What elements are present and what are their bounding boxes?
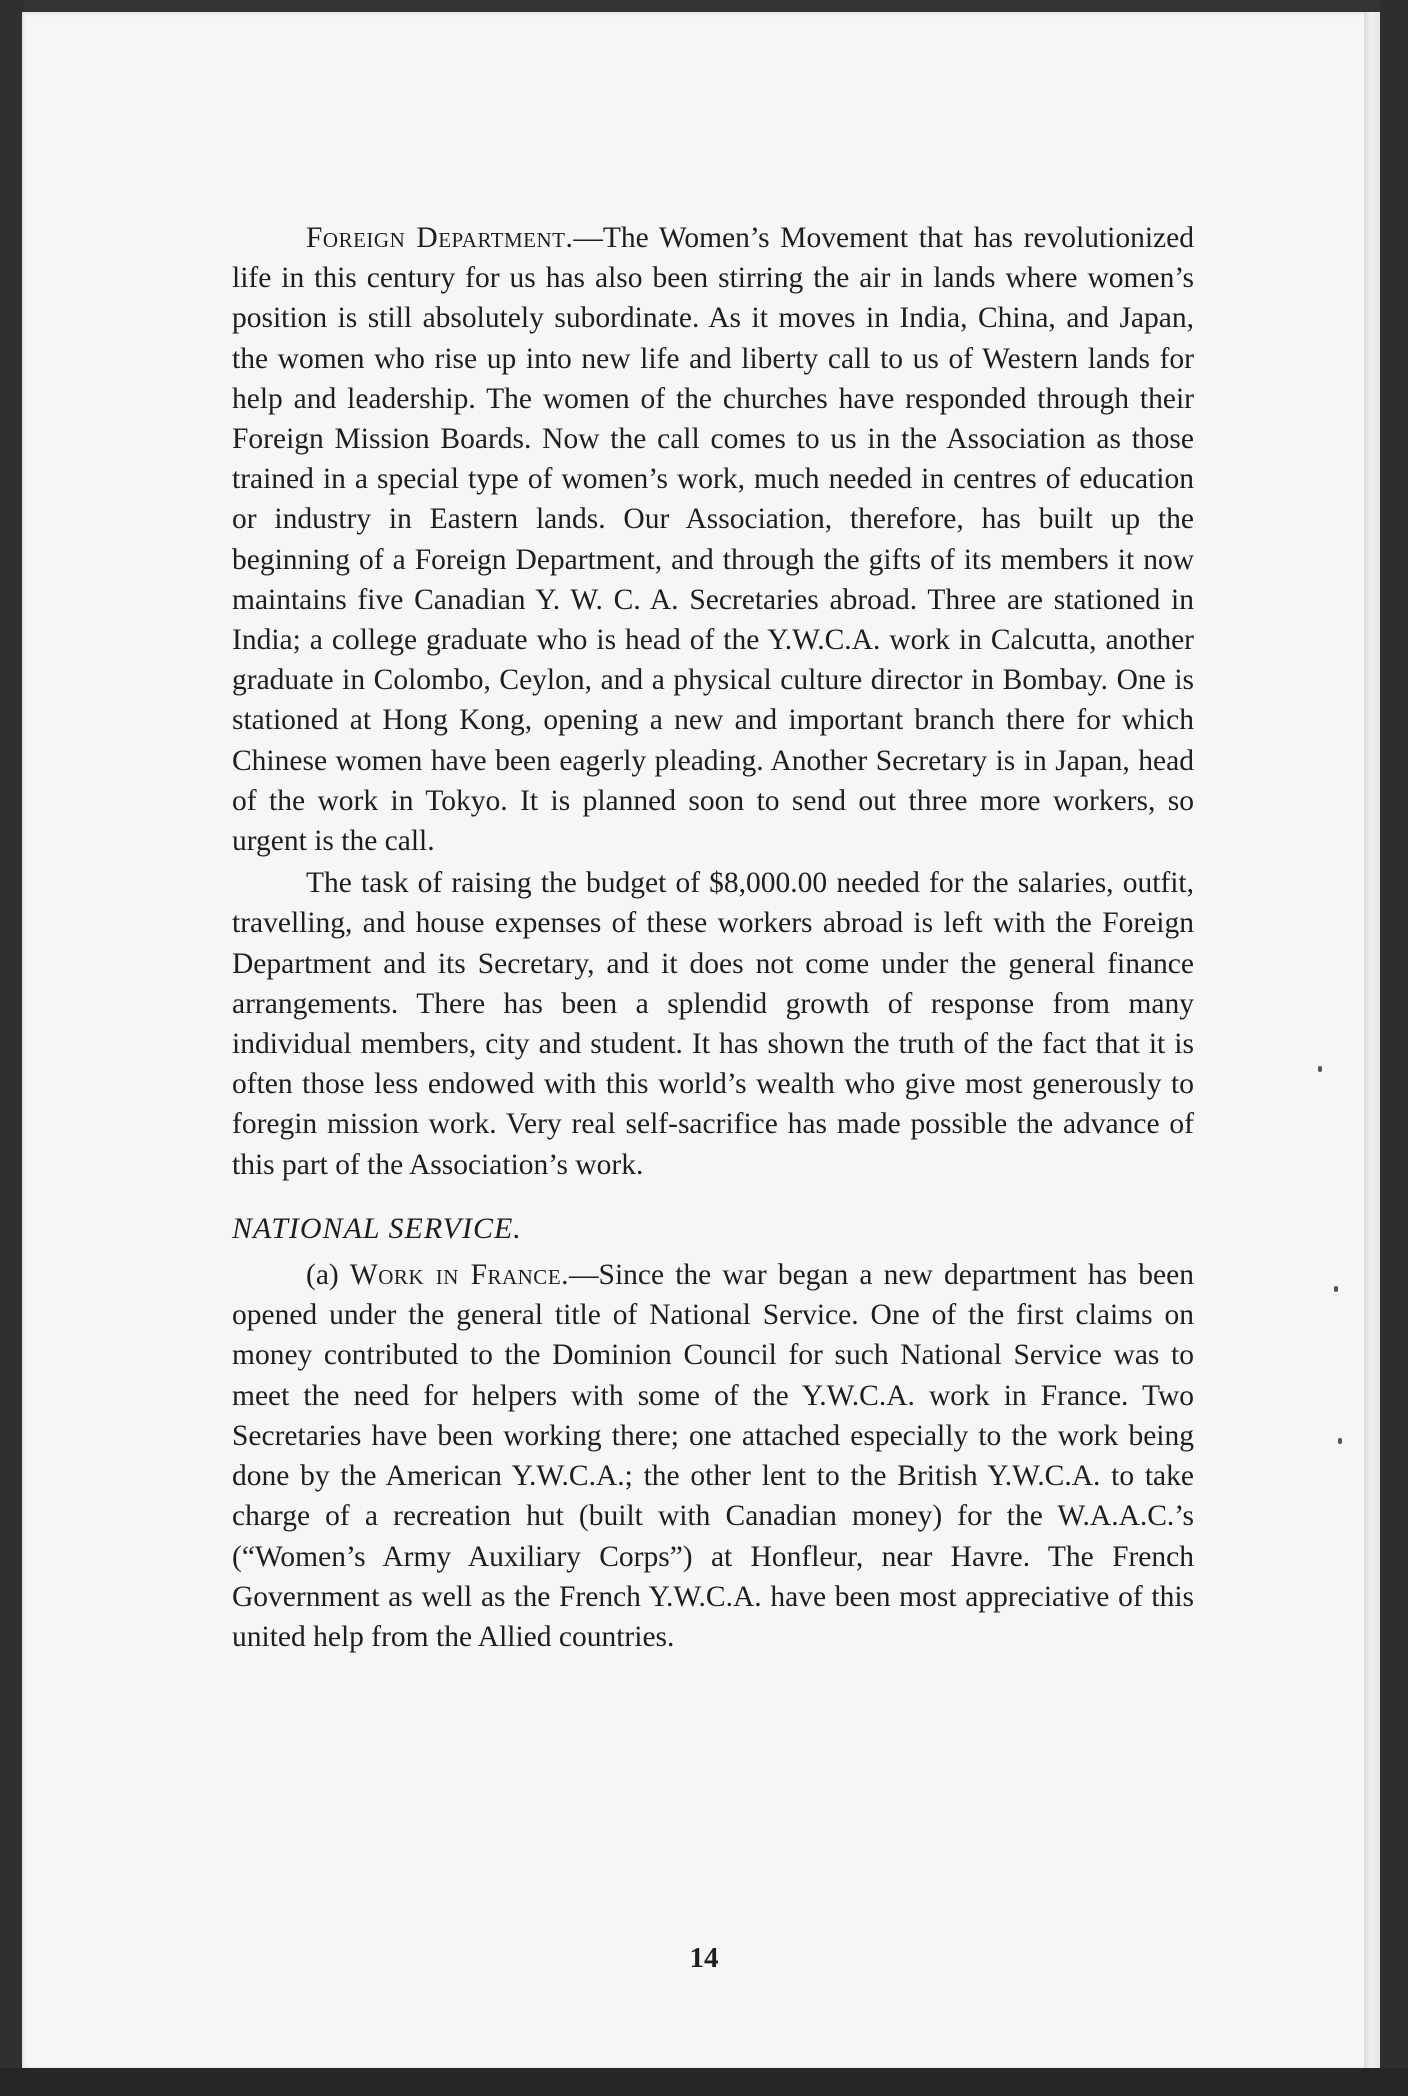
- scan-border-right: [1380, 0, 1408, 2096]
- subsection-prefix: (a): [306, 1259, 350, 1292]
- section-lead-work-in-france: Work in France.: [349, 1259, 570, 1292]
- dust-speck: [1338, 1438, 1342, 1444]
- scan-border-left: [0, 0, 24, 2096]
- dust-speck: [1318, 1066, 1322, 1072]
- national-service-heading: NATIONAL SERVICE.: [232, 1211, 522, 1245]
- foreign-department-paragraph: [232, 218, 1194, 861]
- foreign-department-text: —The Women’s Movement that has revolutionized life in this century for us has also been stirring the air in lands where women’s position is still absolutely subordinate. As it moves in India, China, and Japan, the women who rise up into new life and liberty call to us of Western lands for help and leadership. The women of the churches have responded through their Foreign Mission Boards. Now the call comes to us in the Association as those trained in a special type of women’s work, much needed in centres of education or industry in Eastern lands. Our Association, therefore, has built up the beginning of a Foreign Department, and through the gifts of its members it now maintains five Canadian Y. W. C. A. Secretaries abroad. Three are stationed in India; a college graduate who is head of the Y.W.C.A. work in Calcutta, another graduate in Colombo, Ceylon, and a physical culture director in Bombay. One is stationed at Hong Kong, opening a new and important branch there for which Chinese women have been eagerly pleading. Another Secretary is in Japan, head of the work in Tokyo. It is planned soon to send out three more workers, so urgent is the call.: [232, 222, 1194, 858]
- page-number: 14: [689, 1942, 719, 1974]
- budget-paragraph: The task of raising the budget of $8,000.00 needed for the salaries, outfit, travelling, and house expenses of these workers abroad is left with the Foreign Department and its Secretary, and it does not come under the general finance arrangements. There has been a splendid growth of response from many individual members, city and student. It has shown the truth of the fact that it is often those less endowed with this world’s wealth who give most generously to foregin mission work. Very real self-sacrifice has made possible the advance of this part of the Association’s work.: [232, 867, 1194, 1181]
- dust-speck: [1334, 1286, 1338, 1292]
- scan-border-bottom: [0, 2068, 1408, 2096]
- section-lead-foreign-department: Foreign Department.: [306, 222, 574, 254]
- page-body: [232, 218, 1194, 1657]
- page-edge: [1364, 12, 1380, 2070]
- work-in-france-text: —Since the war began a new department has been opened under the general title of National Service. One of the first claims on money contributed to the Dominion Council for such National Service was to meet the need for helpers with some of the Y.W.C.A. work in France. Two Secretaries have been working there; one attached especially to the work being done by the American Y.W.C.A.; the other lent to the British Y.W.C.A. to take charge of a recreation hut (built with Canadian money) for the W.A.A.C.’s (“Women’s Army Auxiliary Corps”) at Honfleur, near Havre. The French Government as well as the French Y.W.C.A. have been most appreciative of this united help from the Allied countries.: [232, 1259, 1194, 1653]
- work-in-france-paragraph: [232, 1255, 1194, 1657]
